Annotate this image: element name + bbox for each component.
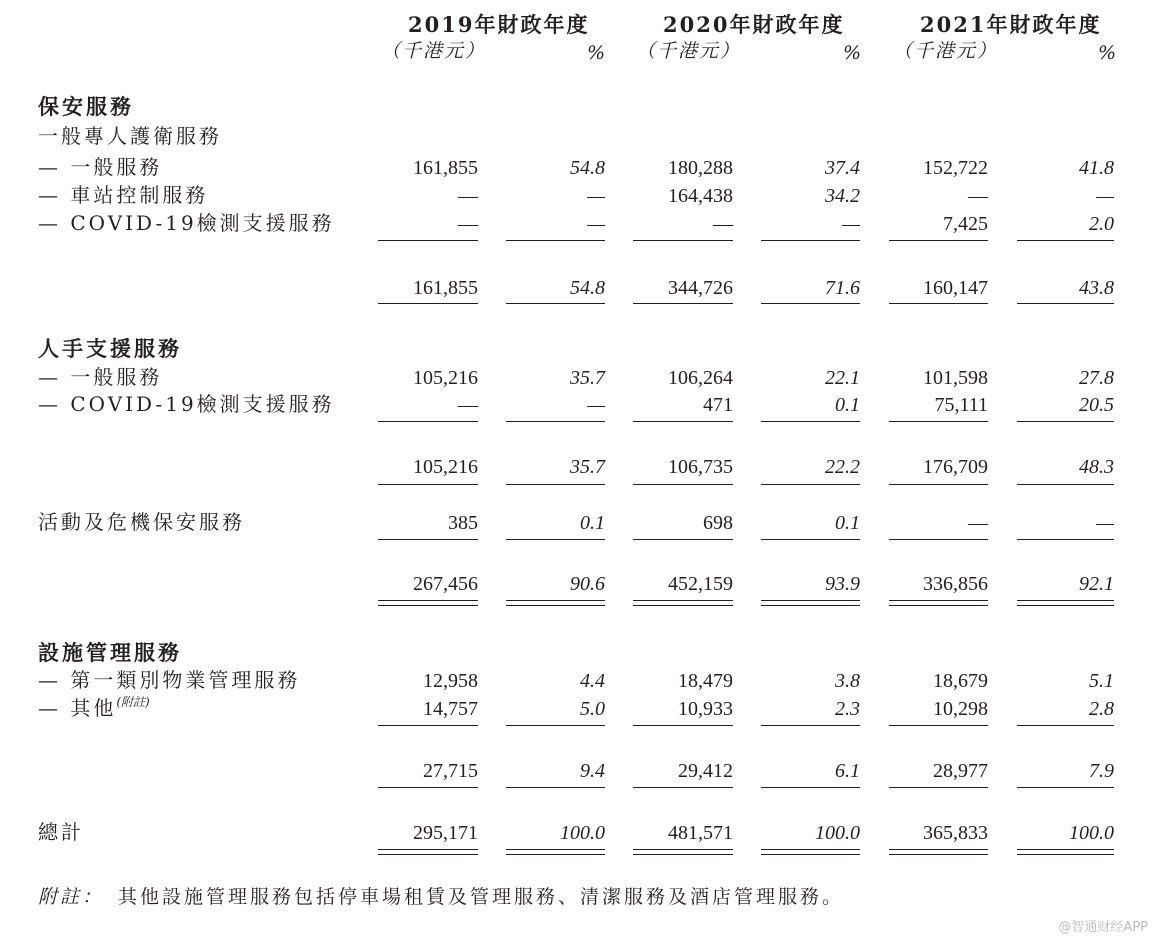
underline-rule <box>889 303 988 304</box>
amount-cell: — <box>458 185 478 207</box>
underline-rule <box>889 421 988 422</box>
amount-cell: 18,479 <box>678 670 733 692</box>
underline-rule <box>889 484 988 485</box>
amount-cell: — <box>968 185 988 207</box>
amount-cell: 29,412 <box>678 760 733 782</box>
amount-cell: 161,855 <box>413 277 478 299</box>
double-rule <box>1017 605 1114 606</box>
row-label-text: 活動及危機保安服務 <box>38 510 245 534</box>
row-label <box>38 394 335 414</box>
underline-rule <box>506 787 605 788</box>
underline-rule <box>506 539 605 540</box>
footnote-text: 其他設施管理服務包括停車場租賃及管理服務、清潔服務及酒店管理服務。 <box>118 886 845 908</box>
header-unit-2021: （千港元） <box>893 40 999 62</box>
header-pct-2021: % <box>1098 42 1117 64</box>
amount-cell: — <box>458 213 478 235</box>
amount-cell: 471 <box>703 394 733 416</box>
percent-cell: 100.0 <box>1069 822 1114 844</box>
header-year-2020: 2020年財政年度 <box>663 12 845 37</box>
amount-cell: 161,855 <box>413 157 478 179</box>
double-rule <box>1017 849 1114 850</box>
underline-rule <box>1017 539 1114 540</box>
double-rule <box>761 600 860 601</box>
percent-cell: 34.2 <box>825 185 860 207</box>
double-rule <box>506 600 605 601</box>
underline-rule <box>761 421 860 422</box>
amount-cell: 267,456 <box>413 573 478 595</box>
amount-cell: 106,264 <box>668 367 733 389</box>
double-rule <box>761 605 860 606</box>
underline-rule <box>1017 725 1114 726</box>
percent-cell: — <box>587 213 605 235</box>
amount-cell: 101,598 <box>923 367 988 389</box>
row-label <box>38 695 150 720</box>
percent-cell: 37.4 <box>825 157 860 179</box>
percent-cell: — <box>587 185 605 207</box>
double-rule <box>633 605 733 606</box>
amount-cell: 365,833 <box>923 822 988 844</box>
percent-cell: — <box>587 394 605 416</box>
percent-cell: — <box>1096 512 1114 534</box>
underline-rule <box>761 787 860 788</box>
amount-cell: 164,438 <box>668 185 733 207</box>
percent-cell: 35.7 <box>570 367 605 389</box>
amount-cell: 698 <box>703 512 733 534</box>
percent-cell: 22.1 <box>825 367 860 389</box>
row-label-text: — 車站控制服務 <box>38 183 209 207</box>
row-label-text: — 其他 <box>38 696 117 720</box>
percent-cell: 0.1 <box>835 394 860 416</box>
underline-rule <box>633 421 733 422</box>
underline-rule <box>761 303 860 304</box>
underline-rule <box>506 421 605 422</box>
underline-rule <box>378 484 478 485</box>
percent-cell: 5.1 <box>1089 670 1114 692</box>
double-rule <box>1017 600 1114 601</box>
percent-cell: — <box>1096 185 1114 207</box>
double-rule <box>889 605 988 606</box>
underline-rule <box>633 539 733 540</box>
percent-cell: 54.8 <box>570 277 605 299</box>
underline-rule <box>633 725 733 726</box>
row-label <box>38 367 162 387</box>
section-heading <box>38 338 182 359</box>
double-rule <box>378 605 478 606</box>
row-label-text: 設施管理服務 <box>38 640 182 665</box>
underline-rule <box>1017 240 1114 241</box>
double-rule <box>761 849 860 850</box>
row-label-text: — COVID-19檢測支援服務 <box>38 392 335 416</box>
double-rule <box>889 600 988 601</box>
footnote-reference: (附註) <box>116 695 150 709</box>
row-label <box>38 126 222 146</box>
double-rule <box>506 849 605 850</box>
amount-cell: 106,735 <box>668 456 733 478</box>
amount-cell: — <box>968 512 988 534</box>
underline-rule <box>1017 421 1114 422</box>
footnote <box>38 888 844 907</box>
amount-cell: 344,726 <box>668 277 733 299</box>
amount-cell: 160,147 <box>923 277 988 299</box>
double-rule <box>378 849 478 850</box>
row-label-text: 人手支援服務 <box>38 336 182 361</box>
header-unit-2019: （千港元） <box>381 40 487 62</box>
underline-rule <box>506 240 605 241</box>
percent-cell: — <box>842 213 860 235</box>
percent-cell: 43.8 <box>1079 277 1114 299</box>
underline-rule <box>378 240 478 241</box>
amount-cell: 27,715 <box>423 760 478 782</box>
underline-rule <box>761 484 860 485</box>
amount-cell: 18,679 <box>933 670 988 692</box>
row-label-text: — 一般服務 <box>38 155 163 179</box>
total-label <box>38 822 84 842</box>
double-rule <box>633 849 733 850</box>
percent-cell: 90.6 <box>570 573 605 595</box>
underline-rule <box>761 725 860 726</box>
underline-rule <box>889 725 988 726</box>
percent-cell: 92.1 <box>1079 573 1114 595</box>
underline-rule <box>633 484 733 485</box>
underline-rule <box>378 787 478 788</box>
amount-cell: 105,216 <box>413 367 478 389</box>
percent-cell: 20.5 <box>1079 394 1114 416</box>
amount-cell: 10,298 <box>933 698 988 720</box>
amount-cell: 12,958 <box>423 670 478 692</box>
percent-cell: 35.7 <box>570 456 605 478</box>
underline-rule <box>761 539 860 540</box>
underline-rule <box>506 484 605 485</box>
header-year-2021: 2021年財政年度 <box>920 12 1102 37</box>
amount-cell: 14,757 <box>423 698 478 720</box>
row-label-text: — 一般服務 <box>38 365 163 389</box>
percent-cell: 100.0 <box>560 822 605 844</box>
amount-cell: 7,425 <box>943 213 988 235</box>
percent-cell: 4.4 <box>580 670 605 692</box>
percent-cell: 3.8 <box>835 670 860 692</box>
double-rule <box>506 605 605 606</box>
amount-cell: 336,856 <box>923 573 988 595</box>
double-rule <box>378 854 478 855</box>
row-label-text: — 第一類別物業管理服務 <box>38 668 301 692</box>
header-pct-2020: % <box>843 42 862 64</box>
underline-rule <box>1017 787 1114 788</box>
underline-rule <box>378 421 478 422</box>
amount-cell: 452,159 <box>668 573 733 595</box>
double-rule <box>633 854 733 855</box>
amount-cell: 385 <box>448 512 478 534</box>
underline-rule <box>889 787 988 788</box>
row-label-text: — COVID-19檢測支援服務 <box>38 211 335 235</box>
amount-cell: 152,722 <box>923 157 988 179</box>
percent-cell: 41.8 <box>1079 157 1114 179</box>
row-label-text: 一般專人護衛服務 <box>38 124 222 148</box>
amount-cell: — <box>458 394 478 416</box>
underline-rule <box>378 539 478 540</box>
section-heading <box>38 96 134 117</box>
double-rule <box>506 854 605 855</box>
amount-cell: 481,571 <box>668 822 733 844</box>
percent-cell: 9.4 <box>580 760 605 782</box>
row-label <box>38 512 245 532</box>
double-rule <box>889 849 988 850</box>
underline-rule <box>633 240 733 241</box>
row-label <box>38 213 335 233</box>
amount-cell: 28,977 <box>933 760 988 782</box>
percent-cell: 54.8 <box>570 157 605 179</box>
amount-cell: 10,933 <box>678 698 733 720</box>
percent-cell: 27.8 <box>1079 367 1114 389</box>
underline-rule <box>1017 303 1114 304</box>
double-rule <box>889 854 988 855</box>
amount-cell: — <box>713 213 733 235</box>
underline-rule <box>633 303 733 304</box>
underline-rule <box>506 725 605 726</box>
underline-rule <box>506 303 605 304</box>
double-rule <box>761 854 860 855</box>
amount-cell: 180,288 <box>668 157 733 179</box>
row-label-text: 總計 <box>38 820 84 844</box>
amount-cell: 295,171 <box>413 822 478 844</box>
percent-cell: 7.9 <box>1089 760 1114 782</box>
row-label <box>38 157 162 177</box>
percent-cell: 6.1 <box>835 760 860 782</box>
header-unit-2020: （千港元） <box>636 40 742 62</box>
percent-cell: 100.0 <box>815 822 860 844</box>
row-label-text: 保安服務 <box>38 94 134 119</box>
percent-cell: 22.2 <box>825 456 860 478</box>
double-rule <box>1017 854 1114 855</box>
header-pct-2019: % <box>587 42 606 64</box>
percent-cell: 2.8 <box>1089 698 1114 720</box>
underline-rule <box>378 725 478 726</box>
percent-cell: 0.1 <box>580 512 605 534</box>
double-rule <box>633 600 733 601</box>
section-heading <box>38 642 182 663</box>
row-label <box>38 185 208 205</box>
watermark: @智通财经APP <box>1058 920 1148 935</box>
underline-rule <box>761 240 860 241</box>
double-rule <box>378 600 478 601</box>
amount-cell: 176,709 <box>923 456 988 478</box>
percent-cell: 71.6 <box>825 277 860 299</box>
underline-rule <box>889 240 988 241</box>
percent-cell: 93.9 <box>825 573 860 595</box>
underline-rule <box>1017 484 1114 485</box>
percent-cell: 5.0 <box>580 698 605 720</box>
footnote-prefix: 附註： <box>38 886 105 908</box>
amount-cell: 105,216 <box>413 456 478 478</box>
percent-cell: 48.3 <box>1079 456 1114 478</box>
percent-cell: 0.1 <box>835 512 860 534</box>
row-label <box>38 670 300 690</box>
percent-cell: 2.3 <box>835 698 860 720</box>
amount-cell: 75,111 <box>934 394 988 416</box>
header-year-2019: 2019年財政年度 <box>408 12 590 37</box>
percent-cell: 2.0 <box>1089 213 1114 235</box>
underline-rule <box>633 787 733 788</box>
underline-rule <box>378 303 478 304</box>
underline-rule <box>889 539 988 540</box>
